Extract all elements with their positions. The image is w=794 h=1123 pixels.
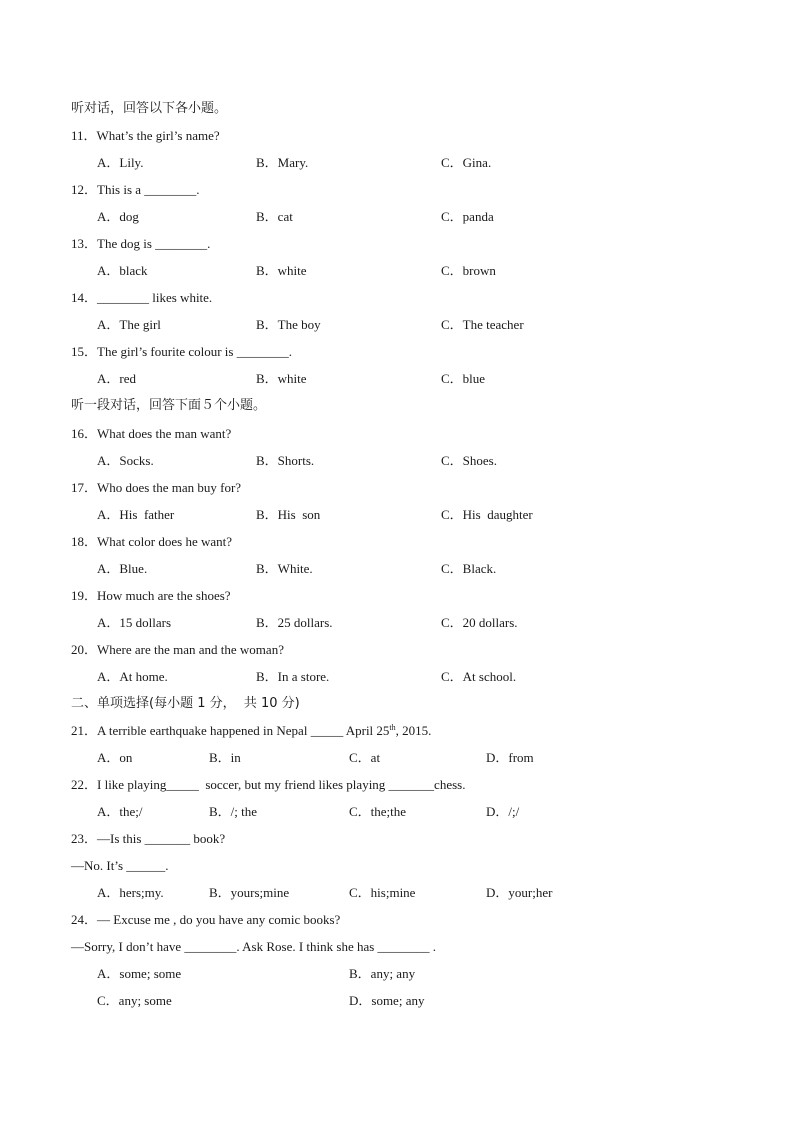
question-12-option-b[interactable]: B．cat <box>256 209 293 224</box>
question-24-option-d[interactable]: D．some; any <box>349 993 425 1008</box>
question-19-stem: 19．How much are the shoes? <box>71 588 231 603</box>
question-16-option-b[interactable]: B．Shorts. <box>256 453 315 468</box>
question-18-option-c[interactable]: C．Black. <box>441 561 497 576</box>
question-23-option-d[interactable]: D．your;her <box>486 885 553 900</box>
section-header-multiple-choice: 二、单项选择(每小题 1 分， 共 10 分) <box>71 696 300 711</box>
question-22-stem: 22．I like playing_____ soccer, but my friend likes playing _______chess. <box>71 777 466 792</box>
question-21-option-d[interactable]: D．from <box>486 750 534 765</box>
question-14-option-c[interactable]: C．The teacher <box>441 317 524 332</box>
question-20-option-a[interactable]: A．At home. <box>97 669 168 684</box>
question-21-stem-superscript: th <box>389 723 396 732</box>
question-14-option-b[interactable]: B．The boy <box>256 317 321 332</box>
question-23-option-a[interactable]: A．hers;my. <box>97 885 164 900</box>
question-16-option-a[interactable]: A．Socks. <box>97 453 154 468</box>
question-22-option-a[interactable]: A．the;/ <box>97 804 143 819</box>
section-header-listening-1: 听对话，回答以下各小题。 <box>71 101 228 116</box>
question-11-option-c[interactable]: C．Gina. <box>441 155 492 170</box>
question-12-stem: 12．This is a ________. <box>71 182 200 197</box>
question-15-option-c[interactable]: C．blue <box>441 371 486 386</box>
question-17-option-a[interactable]: A．His father <box>97 507 175 522</box>
question-23-option-b[interactable]: B．yours;mine <box>209 885 290 900</box>
question-22-option-d[interactable]: D．/;/ <box>486 804 520 819</box>
question-11-option-b[interactable]: B．Mary. <box>256 155 309 170</box>
question-19-option-c[interactable]: C．20 dollars. <box>441 615 518 630</box>
question-12-option-c[interactable]: C．panda <box>441 209 494 224</box>
question-21-stem-main: 21．A terrible earthquake happened in Nepal _____ April 25 <box>71 723 390 738</box>
question-13-option-b[interactable]: B．white <box>256 263 307 278</box>
question-19-option-a[interactable]: A．15 dollars <box>97 615 172 630</box>
question-22-option-b[interactable]: B．/; the <box>209 804 258 819</box>
question-12-option-a[interactable]: A．dog <box>97 209 139 224</box>
question-20-stem: 20．Where are the man and the woman? <box>71 642 284 657</box>
question-14-stem: 14．________ likes white. <box>71 290 213 305</box>
question-24-option-b[interactable]: B．any; any <box>349 966 416 981</box>
question-16-stem: 16．What does the man want? <box>71 426 232 441</box>
question-24-stem-reply: —Sorry, I don’t have ________. Ask Rose. I think she has ________ . <box>71 939 437 954</box>
question-23-option-c[interactable]: C．his;mine <box>349 885 416 900</box>
question-17-option-c[interactable]: C．His daughter <box>441 507 533 522</box>
question-21-option-c[interactable]: C．at <box>349 750 381 765</box>
question-23-stem-reply: —No. It’s ______. <box>71 858 169 873</box>
question-17-option-b[interactable]: B．His son <box>256 507 321 522</box>
question-11-stem: 11．What’s the girl’s name? <box>71 128 220 143</box>
question-21-option-a[interactable]: A．on <box>97 750 133 765</box>
question-15-option-a[interactable]: A．red <box>97 371 136 386</box>
question-14-option-a[interactable]: A．The girl <box>97 317 161 332</box>
question-11-option-a[interactable]: A．Lily. <box>97 155 144 170</box>
question-15-stem: 15．The girl’s fourite colour is ________. <box>71 344 292 359</box>
question-18-option-b[interactable]: B．White. <box>256 561 313 576</box>
question-17-stem: 17．Who does the man buy for? <box>71 480 242 495</box>
question-21-option-b[interactable]: B．in <box>209 750 241 765</box>
question-15-option-b[interactable]: B．white <box>256 371 307 386</box>
question-24-option-c[interactable]: C．any; some <box>97 993 172 1008</box>
question-23-stem: 23．—Is this _______ book? <box>71 831 226 846</box>
question-21-stem-end: , 2015. <box>395 723 432 738</box>
question-13-option-a[interactable]: A．black <box>97 263 148 278</box>
question-24-option-a[interactable]: A．some; some <box>97 966 182 981</box>
question-21-stem <box>71 723 431 739</box>
question-19-option-b[interactable]: B．25 dollars. <box>256 615 333 630</box>
section-header-listening-2: 听一段对话，回答下面５个小题。 <box>71 398 267 413</box>
question-13-stem: 13．The dog is ________. <box>71 236 211 251</box>
question-20-option-c[interactable]: C．At school. <box>441 669 517 684</box>
question-24-stem: 24．— Excuse me , do you have any comic books? <box>71 912 341 927</box>
question-18-stem: 18．What color does he want? <box>71 534 233 549</box>
question-13-option-c[interactable]: C．brown <box>441 263 496 278</box>
question-18-option-a[interactable]: A．Blue. <box>97 561 148 576</box>
question-22-option-c[interactable]: C．the;the <box>349 804 407 819</box>
question-20-option-b[interactable]: B．In a store. <box>256 669 330 684</box>
question-16-option-c[interactable]: C．Shoes. <box>441 453 497 468</box>
